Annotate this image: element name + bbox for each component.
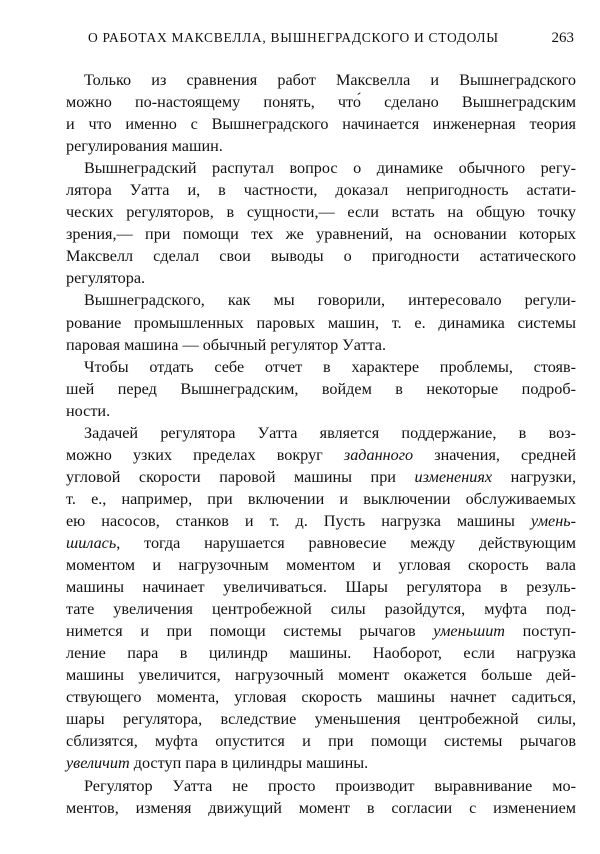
- paragraph: [66, 157, 576, 289]
- text-line: можно по-настоящему понять, что́ сделано Вышнеградским: [66, 93, 576, 112]
- body-text: [66, 69, 576, 819]
- text-line: [66, 510, 576, 532]
- text-run: значения, средней: [413, 445, 577, 464]
- page-number: 263: [551, 30, 574, 46]
- running-head: [0, 28, 600, 50]
- text-line: ности.: [66, 401, 111, 420]
- text-line: сблизятся, муфта опустится и при помощи системы рычагов: [66, 732, 576, 751]
- text-run: ею насосов, станков и т. д. Пусть нагрузка машины: [66, 511, 531, 530]
- text-line: и что именно с Вышнеградского начинается инженерная теория: [66, 115, 576, 134]
- text-line: Чтобы отдать себе отчет в характере проблемы, стояв-: [84, 357, 576, 376]
- text-line: Максвелл сделал свои выводы о пригодности астатического: [66, 247, 576, 266]
- emphasis-word: заданного: [343, 445, 414, 464]
- text-line: моментом и нагрузочным моментом и угловая скорость вала: [66, 556, 576, 575]
- paragraph: [66, 69, 576, 157]
- text-line: шары регулятора, вследствие уменьшения центробежной силы,: [66, 710, 576, 729]
- emphasis-word: шилась: [66, 533, 117, 552]
- text-line: [66, 752, 576, 774]
- emphasis-word: умень-: [530, 511, 576, 530]
- text-line: [66, 466, 576, 488]
- text-line: рование промышленных паровых машин, т. е. динамика системы: [66, 313, 576, 332]
- text-line: ментов, изменяя движущий момент в согласии с изменением: [66, 798, 576, 817]
- text-line: машины увеличится, нагрузочный момент окажется больше дей-: [66, 666, 576, 685]
- text-line: т. е., например, при включении и выключении обслуживаемых: [66, 489, 576, 508]
- text-run: нимется и при помощи системы рычагов: [66, 622, 434, 641]
- paragraph: [66, 356, 576, 422]
- emphasis-word: увеличит: [66, 754, 130, 773]
- text-line: регулирования машин.: [66, 137, 223, 156]
- text-line: [66, 444, 576, 466]
- text-line: машины начинает увеличиваться. Шары регулятора в резуль-: [66, 578, 576, 597]
- running-head-title: О РАБОТАХ МАКСВЕЛЛА, ВЫШНЕГРАДСКОГО И СТОДОЛЫ: [88, 30, 499, 45]
- text-line: Задачей регулятора Уатта является поддержание, в воз-: [84, 423, 576, 442]
- text-run: можно узких пределах вокруг: [66, 445, 344, 464]
- text-line: паровая машина — обычный регулятор Уатта.: [66, 335, 387, 354]
- text-line: шей перед Вышнеградским, войдем в некоторые подроб-: [66, 379, 576, 398]
- text-line: ление пара в цилиндр машины. Наоборот, если нагрузка: [66, 644, 576, 663]
- text-line: Вышнеградского, как мы говорили, интересовало регули-: [84, 291, 576, 310]
- paragraph: [66, 422, 576, 775]
- text-line: Вышнеградский распутал вопрос о динамике обычного регу-: [84, 159, 576, 178]
- text-line: [66, 532, 576, 554]
- paragraph: [66, 289, 576, 355]
- text-run: нагрузки,: [492, 467, 576, 486]
- text-line: ческих регуляторов, в сущности,— если встать на общую точку: [66, 203, 576, 222]
- text-run: поступ-: [504, 622, 576, 641]
- text-line: регулятора.: [66, 269, 146, 288]
- text-line: Только из сравнения работ Максвелла и Вышнеградского: [84, 71, 576, 89]
- text-line: зрения,— при помощи тех же уравнений, на основании которых: [66, 225, 576, 244]
- text-run: доступ пара в цилиндры машины.: [129, 754, 369, 773]
- emphasis-word: изменениях: [414, 467, 493, 486]
- text-line: тате увеличения центробежной силы разойдутся, муфта под-: [66, 600, 576, 619]
- text-run: угловой скорости паровой машины при: [66, 467, 415, 486]
- text-line: [66, 620, 576, 642]
- text-line: лятора Уатта и, в частности, доказал непригодность астати-: [66, 181, 576, 200]
- paragraph: [66, 775, 576, 819]
- text-line: ствующего момента, угловая скорость машины начнет садиться,: [66, 688, 576, 707]
- text-line: Регулятор Уатта не просто производит выравнивание мо-: [84, 776, 576, 795]
- emphasis-word: уменьшит: [433, 622, 505, 641]
- text-run: , тогда нарушается равновесие между действующим: [116, 533, 576, 552]
